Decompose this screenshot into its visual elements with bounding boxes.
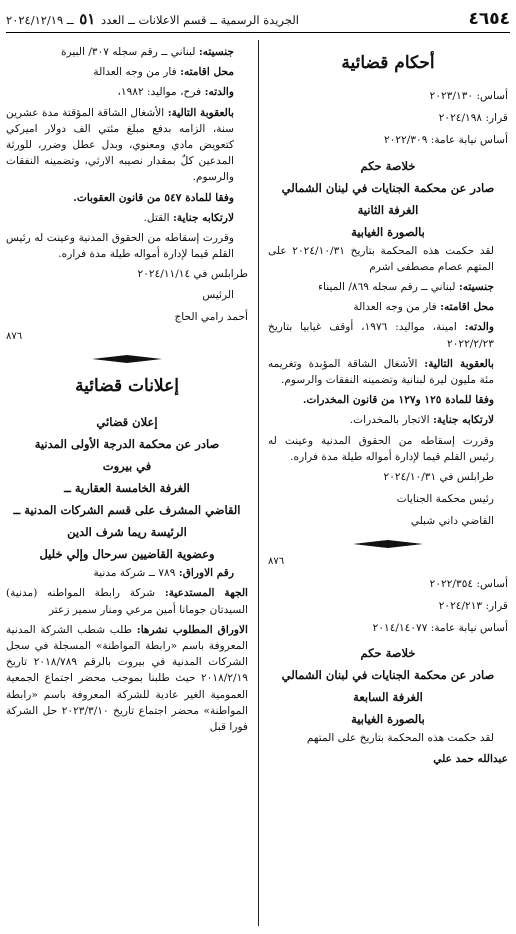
published-papers-line: الاوراق المطلوب نشرها: طلب شطب الشركة المدنية المعروفة باسم «رابطة المواطنة» المسجلة في سجل الشركات المدنية في بيروت بالرقم ٢٠١٨/٧٨٩ تاريخ ٢٠١٨/٢/١٩ حيث طلبنا بموجب محضر اجتماع الجمعية العمومية الغير عادية للشركة المعروفة باسم «رابطة المواطنة» محضر اجتماع تاريخ ٢٠٢٣/٣/١٠ حل الشركة فورا قبل (6, 623, 248, 734)
crime-line: لارتكابه جناية: القتل. (143, 211, 234, 224)
articles-line: وفقا للمادة ٥٤٧ من قانون العقوبات. (73, 191, 234, 204)
section-title-judgments: أحكام قضائية (341, 53, 435, 73)
members-line: وعضوية القاضيين سرحال وإلي خليل (39, 547, 215, 562)
right-column (268, 44, 508, 771)
announcement-title: إعلان قضائي (96, 415, 158, 430)
separator-ornament (268, 536, 508, 552)
chamber-name: الغرفة الخامسة العقارية ــ (64, 481, 190, 496)
case-asas: أساس: ٢٠٢٢/٣٥٤ (429, 577, 508, 590)
case-asas: أساس: ٢٠٢٣/١٣٠ (429, 90, 508, 102)
penalty-line: بالعقوبة التالية: الأشغال الشاقة المؤقتة مدة عشرين سنة، الزامه بدفع مبلغ مئتي الف دولار اميركي كتعويض مادي ومعنوي، وبدل عطل وضرر، للورثة المدعين كلٌ بمقدار نصيبه الارثي، وتضمينه النفقات والرسوم. (6, 106, 235, 184)
requesting-party-line: الجهة المستدعية: شركة رابطة المواطنه (مدنية) السيدتان جومانا أمين مرعي ومنار سمير زعتر (6, 587, 248, 616)
place-date: طرابلس في ٢٠٢٤/١١/١٤ (137, 268, 248, 281)
chamber-name: الغرفة السابعة (353, 690, 423, 705)
notice-number: ٨٧٦ (268, 555, 285, 567)
case-niyaba: أساس نيابة عامة: ٢٠١٤/١٤٠٧٧ (372, 622, 508, 635)
residence-line: محل اقامته: فار من وجه العدالة (93, 66, 234, 79)
court-name: صادر عن محكمة الجنايات في لبنان الشمالي (281, 180, 495, 195)
president-name: الرئيسة ريما شرف الدين (67, 525, 187, 540)
judgment-intro: لقد حكمت هذه المحكمة بتاريخ ٢٠٢٤/١٠/٣١ على المتهم عصام مصطفى اشرم (268, 244, 494, 273)
page-number: ٤٦٥٤ (468, 9, 510, 29)
separator-ornament (6, 351, 248, 367)
parents-line: والدته: فرح، مواليد: ١٩٨٢، (117, 86, 234, 99)
notice-number: ٨٧٦ (6, 331, 23, 343)
header-title-group (6, 10, 299, 28)
court-name: صادر عن محكمة الدرجة الأولى المدنية (34, 437, 220, 452)
judgment-1 (268, 88, 508, 570)
decision-line: وقررت إسقاطه من الحقوق المدنية وعينت له رئيس القلم قيما لإدارة أمواله طيلة مدة فراره. (6, 232, 234, 261)
column-divider (258, 40, 259, 926)
supervising-judge: القاضي المشرف على قسم الشركات المدنية ــ (13, 503, 241, 518)
papers-line: رقم الاوراق: ٧٨٩ ــ شركة مدنية (93, 567, 234, 580)
parents-line: والدته: امينة، مواليد: ١٩٧٦، أوقف غيابيا بتاريخ ٢٠٢٢/٢/٢٣ (268, 321, 494, 350)
accused-name: عبدالله حمد علي (433, 752, 508, 765)
nationality-line: جنسيته: لبناني ــ رقم سجله ٣٠٧/ البيرة (61, 46, 234, 58)
gazette-title: الجريدة الرسمية ــ قسم الاعلانات ــ العدد (101, 13, 299, 27)
signature-name: أحمد رامي الحاج (174, 310, 248, 323)
issue-number: ٥١ (79, 10, 96, 28)
judgment-intro: لقد حكمت هذه المحكمة بتاريخ على المتهم (306, 732, 494, 745)
issue-date: ــ ٢٠٢٤/١٢/١٩ (6, 13, 74, 27)
section-title-announcements: إعلانات قضائية (75, 376, 179, 397)
judgment-continuation (6, 44, 248, 367)
judgment-2 (268, 576, 508, 767)
page-header (6, 6, 510, 33)
residence-line: محل اقامته: فار من وجه العدالة (353, 301, 494, 314)
judgment-mode: بالصورة الغيابية (351, 712, 425, 727)
penalty-line: بالعقوبة التالية: الأشغال الشاقة المؤبدة وتغريمه مئة مليون ليرة لبنانية وتضمينه النفقات والرسوم. (268, 357, 494, 387)
signature-title: رئيس محكمة الجنايات (396, 493, 494, 506)
articles-line: وفقا للمادة ١٢٥ و١٢٧ من قانون المخدرات. (302, 394, 494, 407)
place-date: طرابلس في ٢٠٢٤/١٠/٣١ (383, 471, 494, 484)
nationality-line: جنسيته: لبناني ــ رقم سجله ٨٦٩/ الميناء (318, 281, 494, 294)
crime-line: لارتكابه جناية: الاتجار بالمخدرات. (349, 414, 494, 427)
chamber-name: الغرفة الثانية (357, 202, 419, 217)
judgment-mode: بالصورة الغيابية (351, 224, 425, 239)
judicial-announcement (6, 411, 248, 735)
decision-line: وقررت إسقاطه من الحقوق المدنية وعينت له رئيس القلم قيما لإدارة أمواله طيلة مدة فراره. (268, 434, 494, 463)
left-column (6, 44, 248, 739)
case-qarar: قرار: ٢٠٢٤/٢١٣ (438, 600, 508, 613)
signature-name: القاضي داني شبلي (410, 515, 494, 528)
case-qarar: قرار: ٢٠٢٤/١٩٨ (438, 112, 508, 125)
court-name: صادر عن محكمة الجنايات في لبنان الشمالي (281, 668, 495, 683)
summary-heading: خلاصة حكم (360, 158, 416, 173)
signature-title: الرئيس (202, 288, 234, 301)
summary-heading: خلاصة حكم (360, 646, 416, 661)
court-city: في بيروت (102, 459, 152, 474)
case-niyaba: أساس نيابة عامة: ٢٠٢٢/٣٠٩ (384, 134, 508, 147)
